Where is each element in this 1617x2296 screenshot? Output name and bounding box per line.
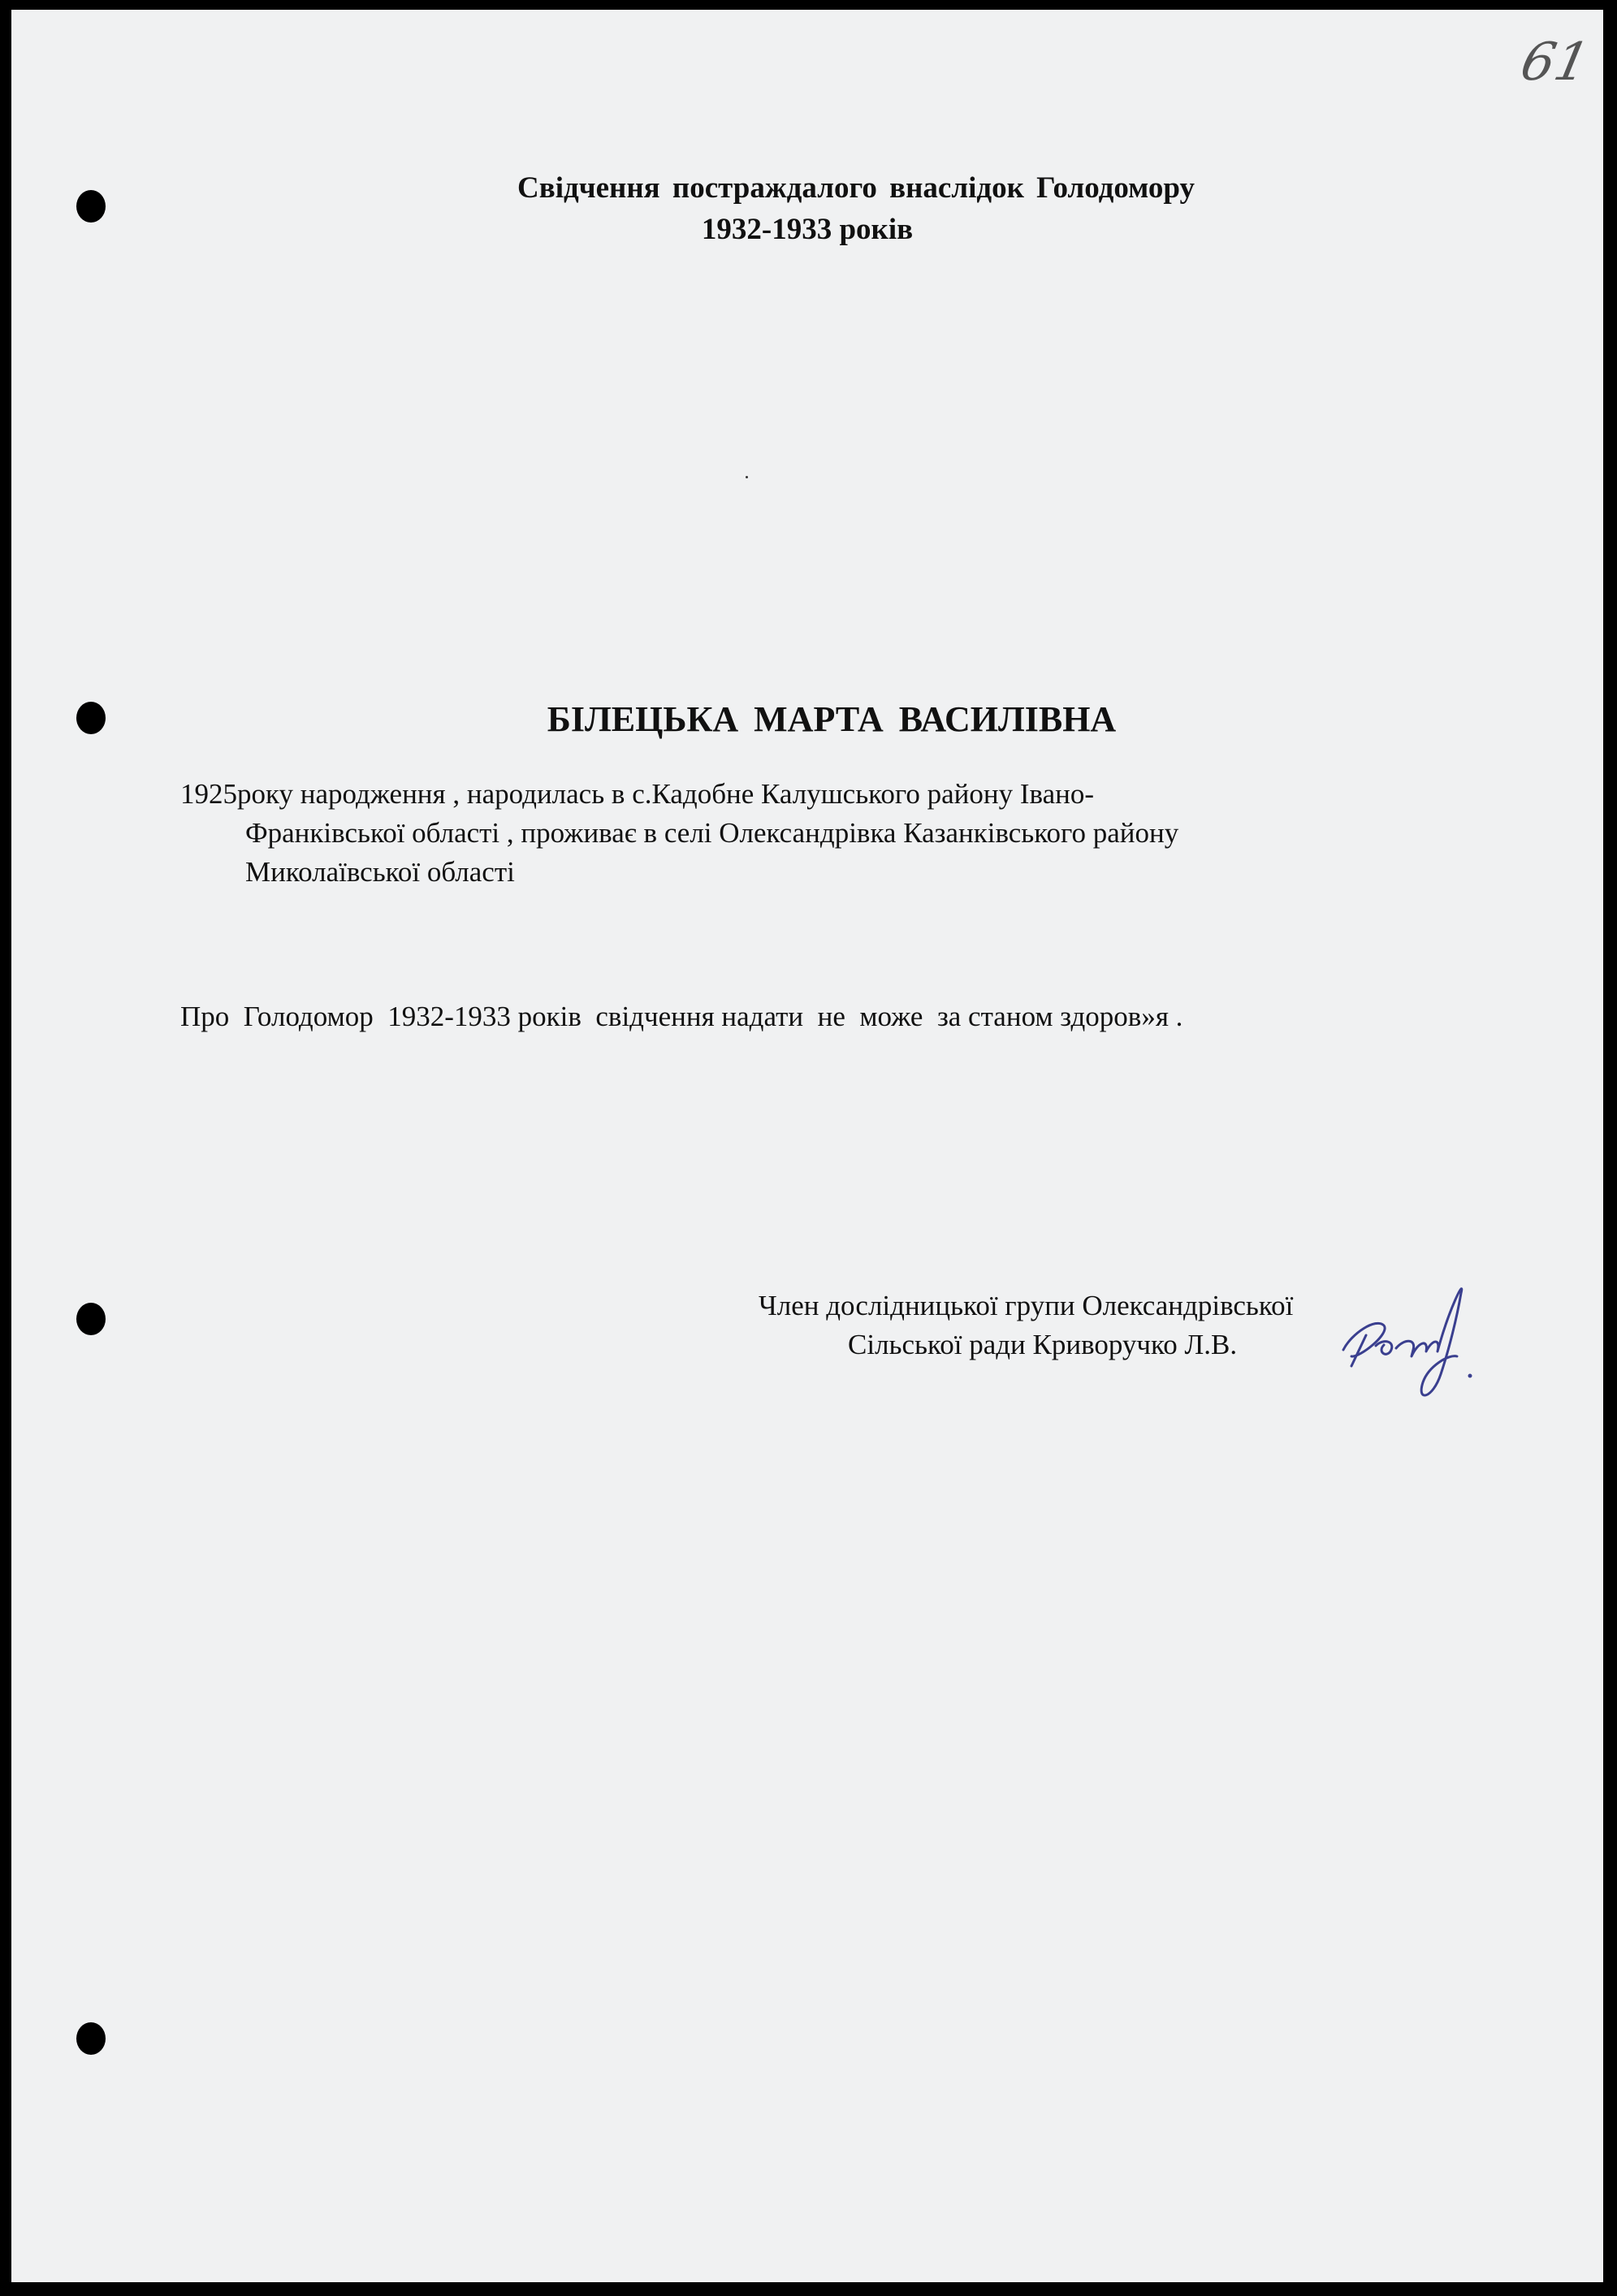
biography-paragraph [180, 775, 1382, 892]
person-name: БІЛЕЦЬКА МАРТА ВАСИЛІВНА [547, 699, 1117, 739]
signatory-block [759, 1286, 1293, 1364]
document-header [11, 167, 1603, 250]
header-title: Свідчення постраждалого внаслідок Голодомору [517, 171, 1195, 205]
punch-hole [76, 1303, 106, 1335]
handwritten-signature [1327, 1260, 1489, 1423]
handwritten-page-number: 61 [1515, 32, 1595, 93]
bio-line: Франківської області , проживає в селі Олександрівка Казанківського району [245, 817, 1179, 849]
signatory-role: Член дослідницької групи Олександрівської [759, 1290, 1294, 1321]
header-years: 1932-1933 років [701, 213, 914, 246]
document-page [11, 10, 1603, 2282]
stray-dot [746, 476, 748, 478]
testimony-statement: Про Голодомор 1932-1933 років свідчення надати не може за станом здоров»я . [180, 1001, 1183, 1032]
signatory-name: Сільської ради Криворучко Л.В. [848, 1329, 1238, 1360]
bio-line: Миколаївської області [245, 856, 515, 888]
bio-line: 1925року народження , народилась в с.Кадобне Калушського району Івано- [180, 778, 1095, 810]
punch-hole [76, 2022, 106, 2055]
